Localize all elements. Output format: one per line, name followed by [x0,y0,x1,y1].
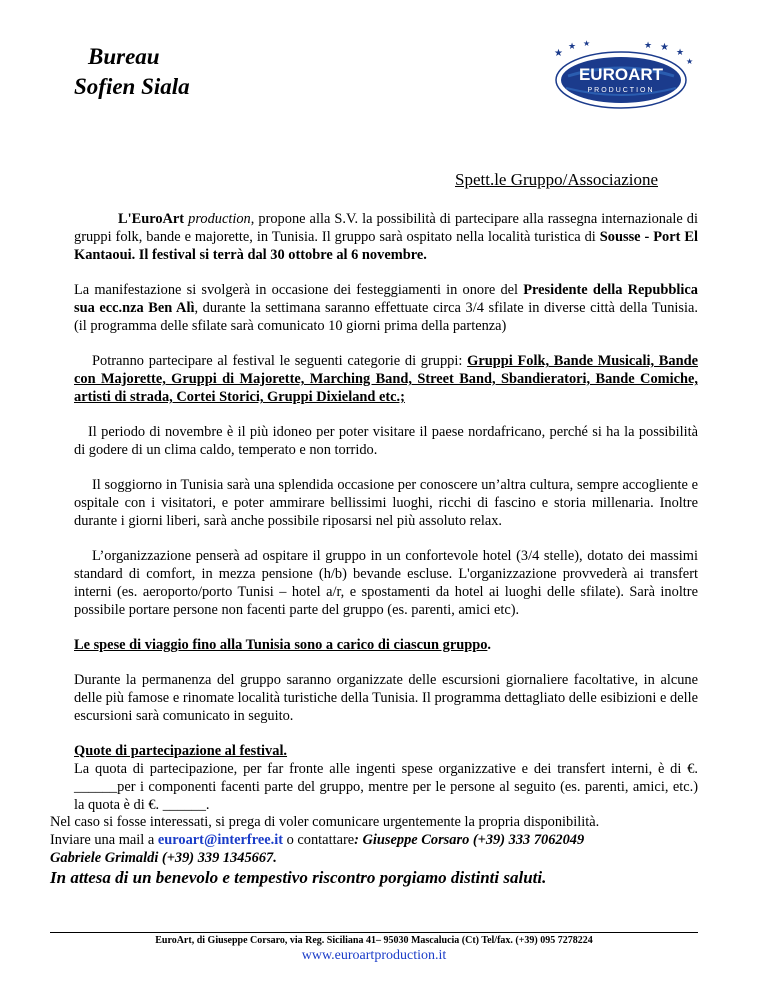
letterhead [0,0,768,130]
footer-website-link[interactable]: www.euroartproduction.it [301,948,447,963]
svg-text:★: ★ [676,48,685,58]
paragraph-travel-costs [74,636,698,654]
paragraph-intro [74,210,698,264]
text-run: , propone alla S.V. la possibilità di partecipare alla rassegna internazionale di gruppi folk, bande e majorette, in Tunisia. Il gruppo sarà ospitato nella località turistica di [74,211,698,245]
letter-body [74,210,698,831]
footer-divider [50,932,698,933]
bureau-line2: Sofien Siala [74,74,190,99]
text-run: , durante la settimana saranno effettuate circa 3/4 sfilate in diverse città della Tunisia. (il programma delle sfilate sarà comunicato 10 giorni prima della partenza) [74,300,698,334]
text-run: La manifestazione si svolgerà in occasione dei festeggiamenti in onore del [74,282,524,298]
text-run: production [188,211,251,227]
logo-sub: PRODUCTION [587,87,655,94]
text-run: L'EuroArt [118,211,189,227]
addressee: Spett.le Gruppo/Associazione [455,170,659,189]
paragraph-event [74,281,698,335]
footer-address: EuroArt, di Giuseppe Corsaro, via Reg. Siciliana 41– 95030 Mascalucia (Ct) Tel/fax. (+39) 095 7278224 [155,935,593,946]
bureau-title [74,42,190,102]
svg-text:★: ★ [660,42,669,53]
text-run: Potranno partecipare al festival le seguenti categorie di gruppi: [92,353,468,369]
svg-text:★: ★ [554,48,563,59]
contact-block [50,813,698,867]
fee-blank: ______ [74,779,118,795]
paragraph-stay: Il soggiorno in Tunisia sarà una splendida occasione per conoscere un’altra cultura, sempre accogliente e ospitale con i visitatori, e poter ammirare bellissimi luoghi, ricchi di fascino e storia millenaria. Inoltre durante i giorni liberi, sarà anche possibile riposarsi nel più assoluto relax. [74,477,698,529]
text-run: Le spese di viaggio fino alla Tunisia sono a carico di ciascun gruppo [74,637,488,653]
text-run: Presidente della Repubblica sua ecc.nza Ben Alì [74,282,698,316]
paragraph-organization: L’organizzazione penserà ad ospitare il gruppo in un confortevole hotel (3/4 stelle), dotato dei massimi standard di comfort, in mezza pensione (h/b) bevande escluse. L'organizzazione provvederà ai transfert interni (es. aeroporto/porto Tunisi – hotel a/r, e spostamenti da hotel ai luoghi delle sfilate). Sarà inoltre possibile portare persone non facenti parte del gruppo (es. parenti, amici etc). [74,548,698,618]
text-run: Gruppi Folk, Bande Musicali, Bande con Majorette, Gruppi di Majorette, Marching Band, Street Band, Sbandieratori, Bande Comiche, artisti di strada, Cortei Storici, Gruppi Dixieland etc.; [74,353,698,405]
text-run: . [487,637,492,653]
text-run: o contattare [283,832,355,848]
contact-line1: Nel caso si fosse interessati, si prega di voler comunicare urgentemente la propria disponibilità. [50,814,600,830]
fee-blank: ______ [162,797,206,813]
contact-line2 [50,831,698,849]
bureau-line1: Bureau [88,44,160,69]
paragraph-period: Il periodo di novembre è il più idoneo per poter visitare il paese nordafricano, perché si ha la possibilità di godere di un clima caldo, temperato e non torrido. [74,424,698,458]
text-run: La quota di partecipazione, per far fronte alle ingenti spese organizzative e dei transfert interni, è di €. [74,761,698,777]
text-run: Sousse - Port El Kantaoui. Il festival si terrà dal 30 ottobre al 6 novembre. [74,229,698,263]
paragraph-fees [74,742,698,814]
text-run: per i componenti facenti parte del gruppo, mentre per le persone al seguito (es. parenti, amici, etc.) la quota è di €. [74,779,698,813]
svg-text:★: ★ [686,57,694,66]
svg-text:★: ★ [583,40,591,48]
euroart-logo [548,40,698,112]
contact-phone-2: Gabriele Grimaldi (+39) 339 1345667. [50,850,277,866]
text-run: Inviare una mail a [50,832,158,848]
logo-name: EUROART [578,65,664,84]
email-link[interactable]: euroart@interfree.it [157,832,284,848]
svg-text:★: ★ [644,41,653,51]
contact-phone-1: : Giuseppe Corsaro (+39) 333 7062049 [354,832,585,848]
svg-text:★: ★ [568,42,577,52]
closing-salutation: In attesa di un benevolo e tempestivo riscontro porgiamo distinti saluti. [50,868,547,887]
fees-title: Quote di partecipazione al festival. [74,743,288,759]
text-run: . [205,797,210,813]
paragraph-excursions: Durante la permanenza del gruppo saranno organizzate delle escursioni giornaliere facoltative, in alcune delle più famose e rinomate località turistiche della Tunisia. Il programma dettagliato delle esibizioni e delle escursioni sarà comunicato in seguito. [74,672,698,724]
paragraph-categories [74,352,698,406]
